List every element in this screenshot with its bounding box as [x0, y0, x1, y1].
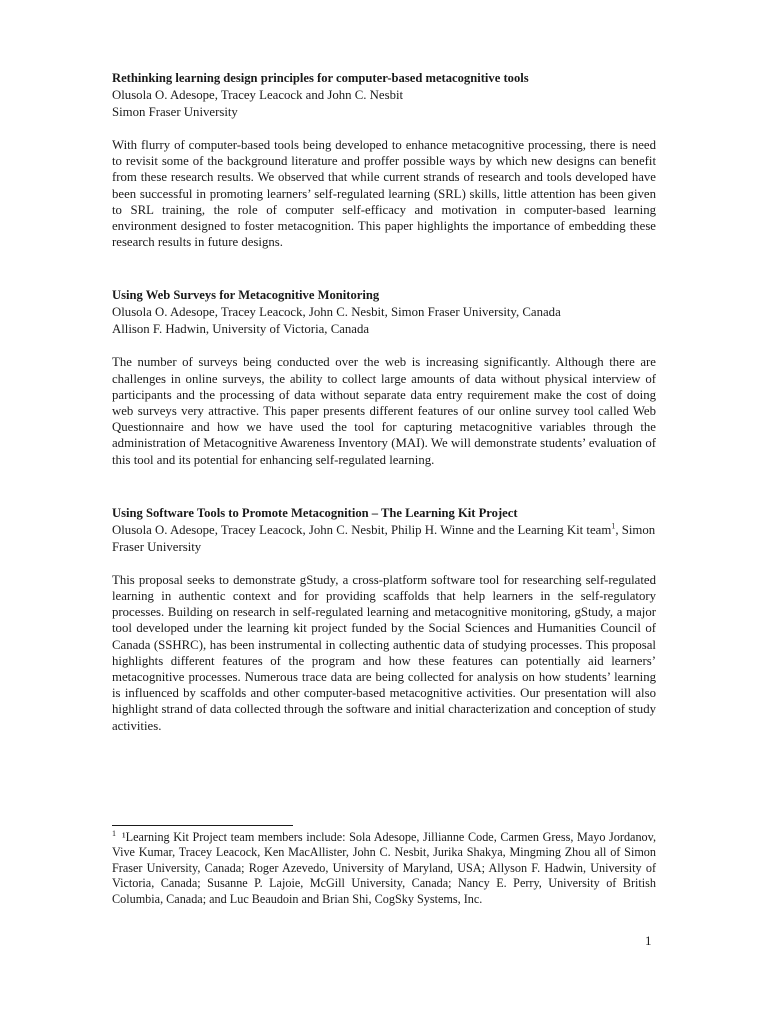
section-spacer: [112, 250, 656, 287]
section-affiliation: , Simon Fraser University: [112, 522, 656, 554]
section-authors: Olusola O. Adesope, Tracey Leacock and John C. Nesbit: [112, 88, 404, 102]
section-authors: Olusola O. Adesope, Tracey Leacock, John C. Nesbit, Philip H. Winne and the Learning Kit team: [112, 522, 612, 537]
section-authors: Olusola O. Adesope, Tracey Leacock, John C. Nesbit, Simon Fraser University, Canada: [112, 305, 561, 320]
section-affiliation: Simon Fraser University: [112, 105, 238, 119]
footnote: [112, 830, 656, 907]
abstract-section-2: [112, 287, 656, 467]
section-abstract: The number of surveys being conducted over the web is increasing significantly. Although there are challenges in online surveys, the ability to collect large amounts of data without physical interview of participants and the processing of data without separate data entry requirement make the cost of doing web surveys very attractive. This paper presents different features of our online survey tool called Web Questionnaire and how we have used the tool for capturing metacognitive variables through the administration of Metacognitive Awareness Inventory (MAI). We will demonstrate students’ evaluation of this tool and its potential for enhancing self-regulated learning.: [112, 355, 656, 467]
abstract-section-1: [112, 70, 656, 250]
abstract-section-3: [112, 505, 656, 734]
footnote-divider: [112, 825, 293, 826]
section-abstract: With flurry of computer-based tools being developed to enhance metacognitive processing, there is need to revisit some of the background literature and proffer possible ways by which new designs can benefit from these research results. We observed that while current strands of research and tools developed have been successful in promoting learners’ self-regulated learning (SRL) skills, little attention has been given to SRL training, the role of computer self-efficacy and motivation in computer-based learning environment designed to foster metacognition. This paper highlights the importance of embedding these research results in future designs.: [112, 138, 656, 250]
footnote-reference: 1: [611, 521, 616, 531]
document-body: [112, 70, 656, 734]
section-spacer: [112, 468, 656, 505]
section-authors-line: [112, 522, 656, 556]
footnote-marker: 1: [112, 828, 116, 838]
page-number: 1: [645, 933, 652, 948]
footnote-text: ¹Learning Kit Project team members include: Sola Adesope, Jillianne Code, Carmen Gress, Mayo Jordanov, Vive Kumar, Tracey Leacock, Ken MacAllister, John C. Nesbit, Jurika Shakya, Mingming Zhou all of Simon Fraser University, Canada; Roger Azevedo, University of Maryland, USA; Allyson F. Hadwin, University of Victoria, Canada; Susanne P. Lajoie, McGill University, Canada; Nancy E. Perry, University of British Columbia, Canada; and Luc Beaudoin and Brian Shi, CogSky Systems, Inc.: [112, 830, 656, 906]
section-title: Using Software Tools to Promote Metacognition – The Learning Kit Project: [112, 505, 518, 520]
section-abstract: This proposal seeks to demonstrate gStudy, a cross-platform software tool for researching self-regulated learning in authentic context and for providing scaffolds that help learners in the self-regulatory processes. Building on research in self-regulated learning and metacognitive monitoring, gStudy, a major tool developed under the learning kit project funded by the Social Sciences and Humanities Council of Canada (SSHRC), has been instrumental in collecting authentic data of studying processes. This proposal highlights different features of the program and how these features can potentially aid learners’ metacognitive processes. Numerous trace data are being collected for analysis on how students’ learning is influenced by scaffolds and other computer-based metacognitive activities. Our presentation will also highlight strand of data collected through the software and initial characterization and conception of study activities.: [112, 572, 656, 733]
section-title: Rethinking learning design principles for computer-based metacognitive tools: [112, 71, 529, 85]
section-title: Using Web Surveys for Metacognitive Monitoring: [112, 288, 380, 303]
section-affiliation: Allison F. Hadwin, University of Victoria, Canada: [112, 322, 370, 337]
